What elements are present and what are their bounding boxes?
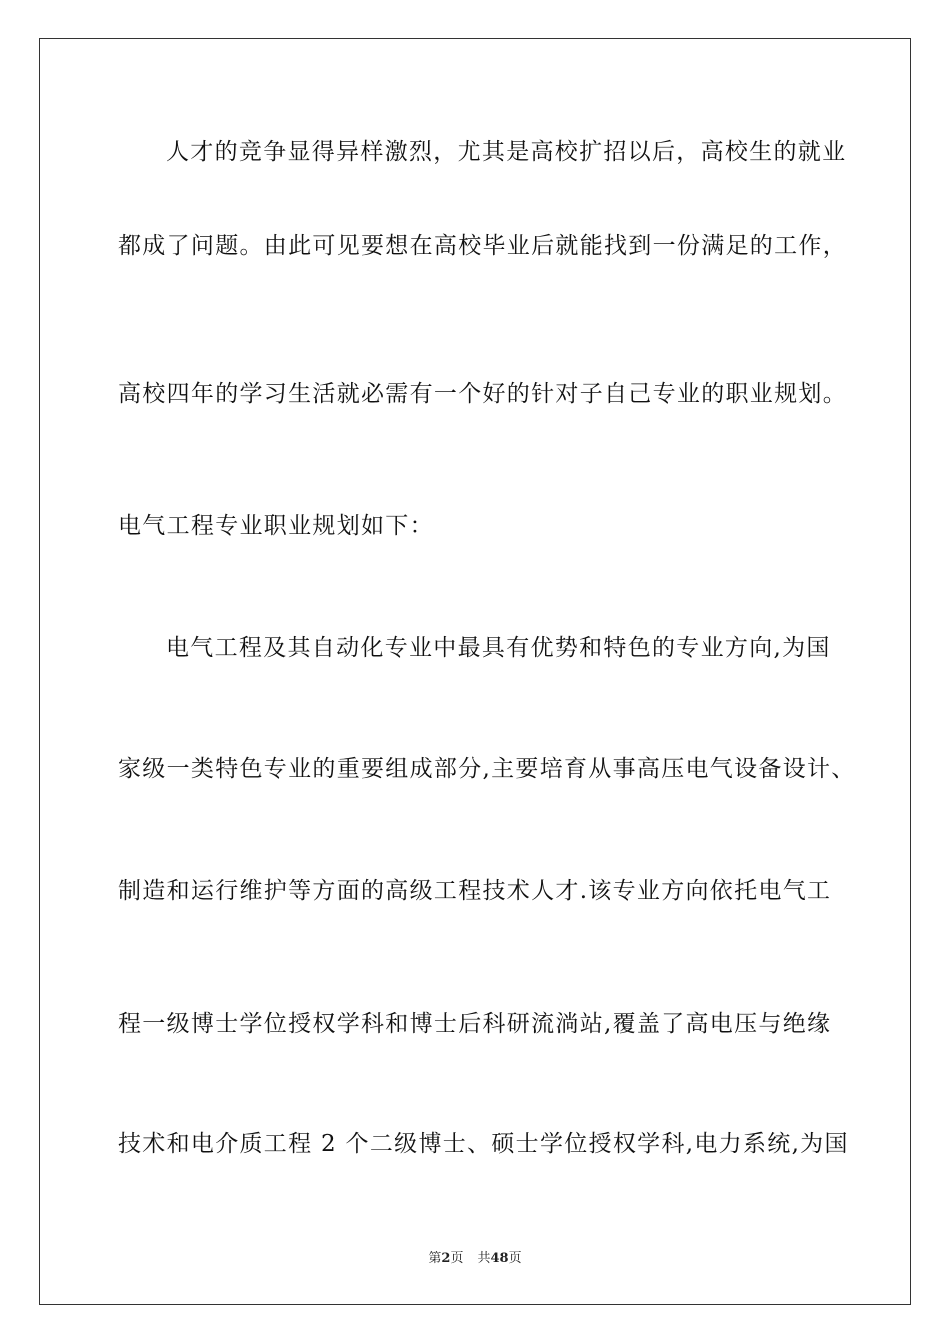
section-heading-line: 电气工程专业职业规划如下： <box>118 513 434 539</box>
paragraph-line-9: 技术和电介质工程 2 个二级博士、硕士学位授权学科,电力系统,为国 <box>118 1131 849 1157</box>
footer-page-number: 2 <box>441 1251 451 1266</box>
footer-page-prefix: 第 <box>428 1251 442 1266</box>
paragraph-line-5: 电气工程及其自动化专业中最具有优势和特色的专业方向,为国 <box>166 635 831 661</box>
paragraph-line-1: 人才的竞争显得异样激烈，尤其是高校扩招以后，高校生的就业 <box>166 139 847 165</box>
footer-total-pages: 48 <box>490 1251 509 1266</box>
paragraph-line-2: 都成了问题。由此可见要想在高校毕业后就能找到一份满足的工作， <box>118 233 847 259</box>
footer-page-suffix: 页 <box>450 1251 464 1266</box>
page-frame <box>39 38 911 1305</box>
paragraph-line-7: 制造和运行维护等方面的高级工程技术人才.该专业方向依托电气工 <box>118 878 832 904</box>
footer-total-prefix: 共 <box>477 1251 491 1266</box>
paragraph-line-6: 家级一类特色专业的重要组成部分,主要培育从事高压电气设备设计、 <box>118 756 856 782</box>
footer-total-suffix: 页 <box>508 1251 522 1266</box>
paragraph-line-8: 程一级博士学位授权学科和博士后科研流淌站,覆盖了高电压与绝缘 <box>118 1011 832 1037</box>
paragraph-line-3: 高校四年的学习生活就必需有一个好的针对子自己专业的职业规划。 <box>118 381 847 407</box>
page-footer <box>0 1247 950 1266</box>
